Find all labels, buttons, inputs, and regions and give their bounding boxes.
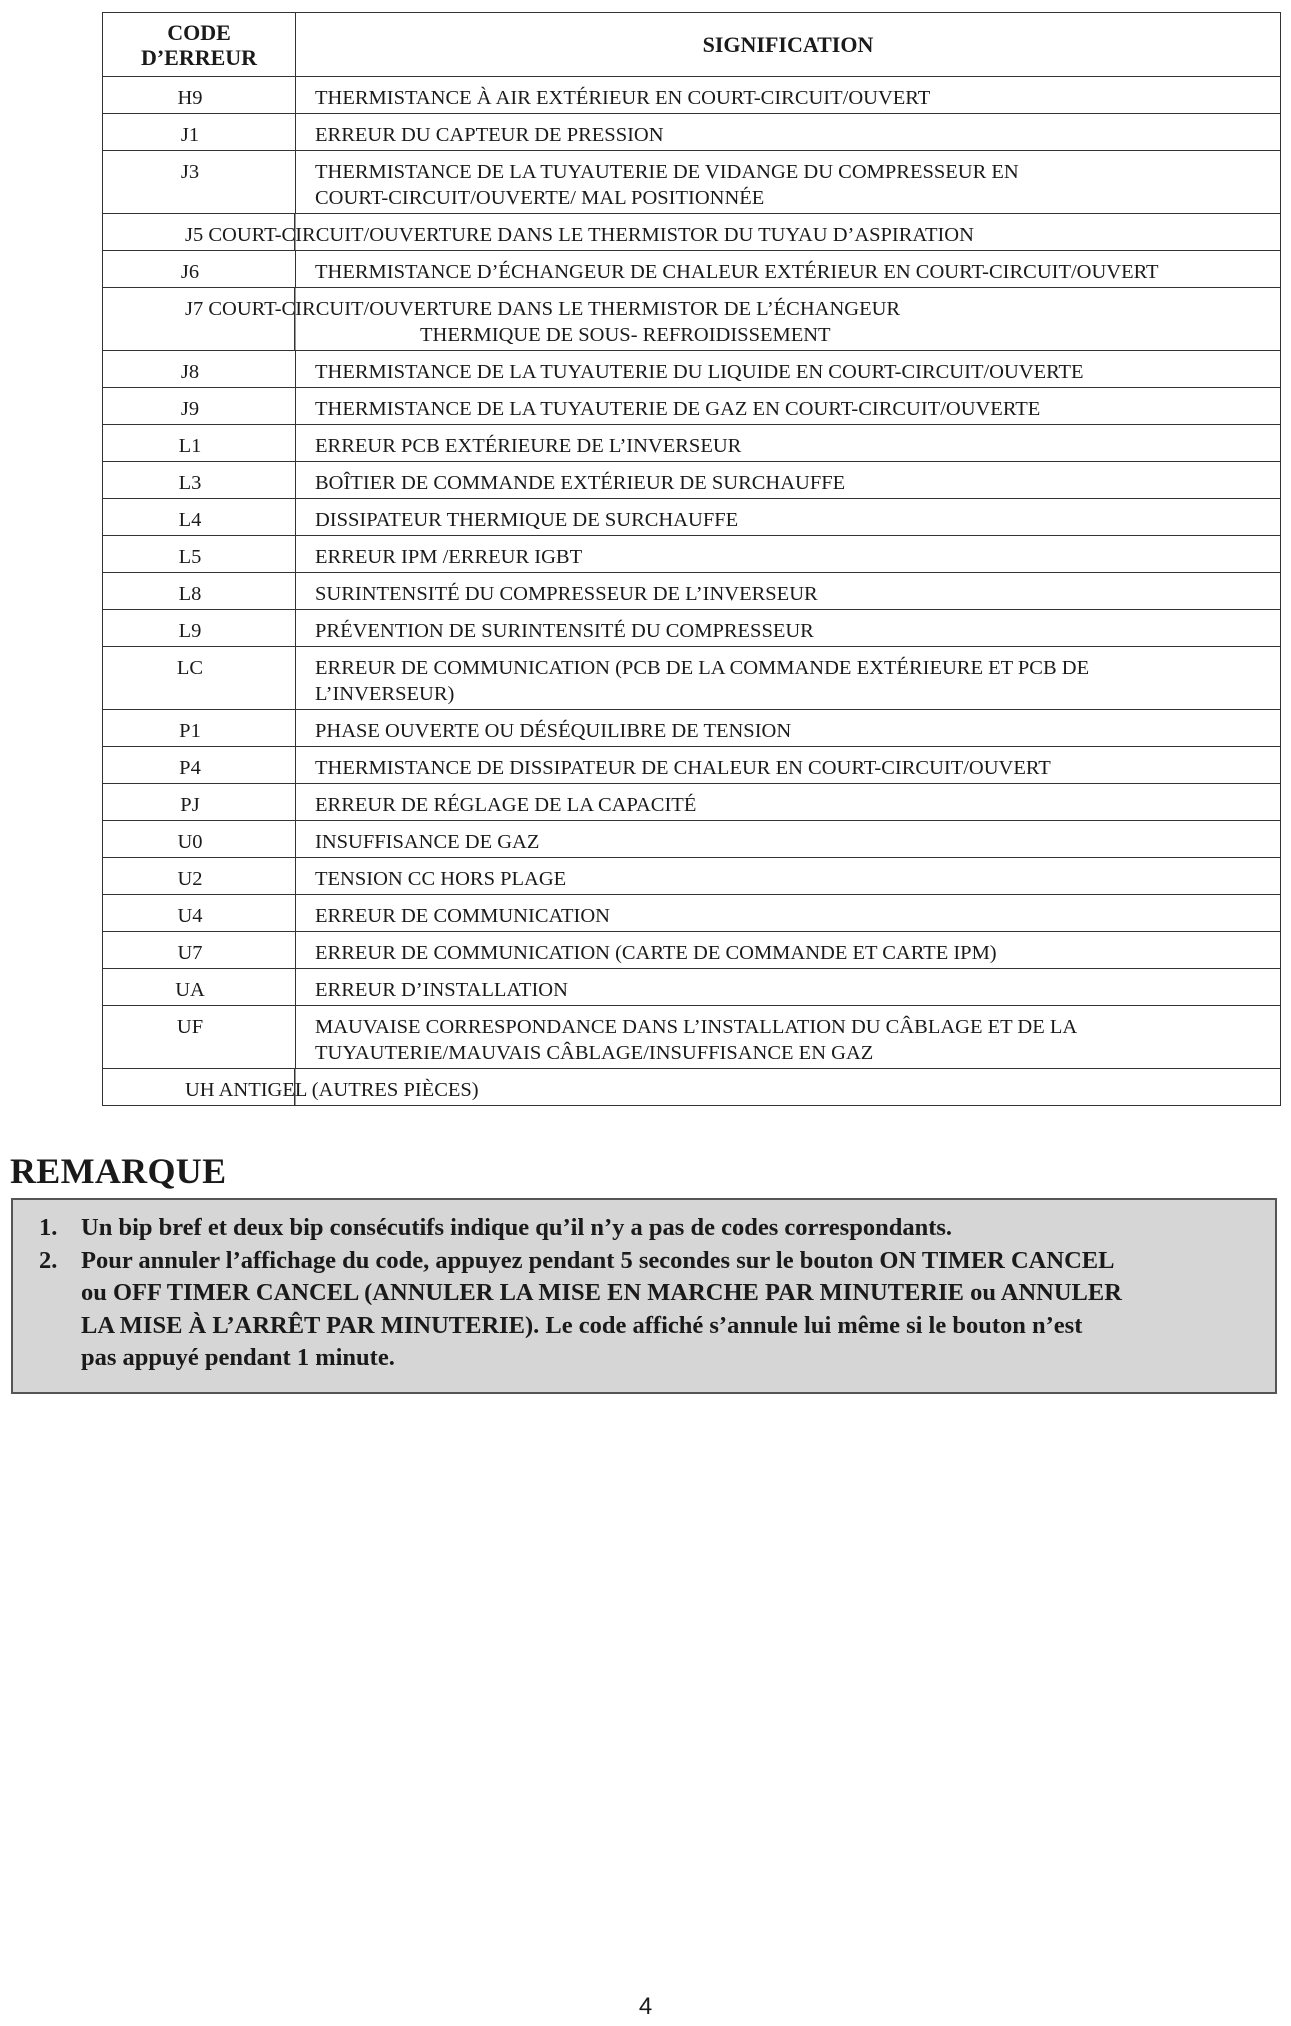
table-row-uf [103, 1006, 1281, 1069]
header-code [103, 13, 296, 77]
error-meaning: PHASE OUVERTE OU DÉSÉQUILIBRE DE TENSION [296, 710, 1281, 747]
table-row-j9 [103, 388, 1281, 425]
error-row-text [103, 288, 1281, 351]
item-number: 1. [39, 1214, 58, 1241]
item-number: 2. [39, 1246, 58, 1274]
error-code: UF [103, 1006, 296, 1069]
error-meaning: ERREUR PCB EXTÉRIEURE DE L’INVERSEUR [296, 425, 1281, 462]
row-text-continued: THERMIQUE DE SOUS- REFROIDISSEMENT [420, 324, 831, 346]
error-code: LC [103, 647, 296, 710]
error-row-text [103, 1069, 1281, 1106]
error-code: L3 [103, 462, 296, 499]
table-row-j5 [103, 214, 1281, 251]
meaning-line: L’INVERSEUR) [315, 683, 455, 705]
error-meaning: THERMISTANCE DE DISSIPATEUR DE CHALEUR EN COURT-CIRCUIT/OUVERT [296, 747, 1281, 784]
error-code: J6 [103, 251, 296, 288]
error-row-text [103, 214, 1281, 251]
table-row-j3 [103, 151, 1281, 214]
error-code: UA [103, 969, 296, 1006]
error-code: J9 [103, 388, 296, 425]
error-code: U4 [103, 895, 296, 932]
table-row-u0 [103, 821, 1281, 858]
error-meaning: TENSION CC HORS PLAGE [296, 858, 1281, 895]
error-code: PJ [103, 784, 296, 821]
table-row-j7 [103, 288, 1281, 351]
error-meaning: SURINTENSITÉ DU COMPRESSEUR DE L’INVERSEUR [296, 573, 1281, 610]
table-row-p1 [103, 710, 1281, 747]
table-row-l1 [103, 425, 1281, 462]
table-row-u4 [103, 895, 1281, 932]
table-row-p4 [103, 747, 1281, 784]
error-meaning: INSUFFISANCE DE GAZ [296, 821, 1281, 858]
table-row-lc [103, 647, 1281, 710]
error-code: L5 [103, 536, 296, 573]
table-row-l3 [103, 462, 1281, 499]
meaning-line: MAUVAISE CORRESPONDANCE DANS L’INSTALLATION DU CÂBLAGE ET DE LA [315, 1016, 1078, 1038]
error-code: U0 [103, 821, 296, 858]
table-row-ua [103, 969, 1281, 1006]
table-row-u7 [103, 932, 1281, 969]
error-meaning: THERMISTANCE D’ÉCHANGEUR DE CHALEUR EXTÉRIEUR EN COURT-CIRCUIT/OUVERT [296, 251, 1281, 288]
error-codes-table [102, 12, 1281, 1106]
meaning-line: ERREUR DE COMMUNICATION (PCB DE LA COMMANDE EXTÉRIEURE ET PCB DE [315, 657, 1090, 679]
table-header [103, 13, 1281, 77]
error-code: U2 [103, 858, 296, 895]
header-code-line2: D’ERREUR [140, 44, 258, 70]
row-text: J5 COURT-CIRCUIT/OUVERTURE DANS LE THERMISTOR DU TUYAU D’ASPIRATION [185, 224, 974, 246]
error-meaning: THERMISTANCE DE LA TUYAUTERIE DE GAZ EN COURT-CIRCUIT/OUVERTE [296, 388, 1281, 425]
table-row-uh [103, 1069, 1281, 1106]
header-code-line1: CODE [167, 19, 231, 45]
table-row-h9 [103, 77, 1281, 114]
meaning-line: THERMISTANCE DE LA TUYAUTERIE DE VIDANGE DU COMPRESSEUR EN [315, 161, 1019, 183]
error-code: L9 [103, 610, 296, 647]
item-text-line: ou OFF TIMER CANCEL (ANNULER LA MISE EN MARCHE PAR MINUTERIE ou ANNULER [81, 1279, 1122, 1306]
table-row-l4 [103, 499, 1281, 536]
table-row-l8 [103, 573, 1281, 610]
table-row-pj [103, 784, 1281, 821]
error-code: J3 [103, 151, 296, 214]
item-text-line: Pour annuler l’affichage du code, appuyez pendant 5 secondes sur le bouton ON TIMER CANCEL [81, 1246, 1115, 1274]
error-meaning: ERREUR DE RÉGLAGE DE LA CAPACITÉ [296, 784, 1281, 821]
error-code: P4 [103, 747, 296, 784]
table-row-j8 [103, 351, 1281, 388]
page-number: 4 [638, 1993, 653, 2020]
row-text: UH ANTIGEL (AUTRES PIÈCES) [185, 1079, 479, 1101]
meaning-line: TUYAUTERIE/MAUVAIS CÂBLAGE/INSUFFISANCE EN GAZ [315, 1042, 874, 1064]
error-code: H9 [103, 77, 296, 114]
error-meaning: THERMISTANCE DE LA TUYAUTERIE DU LIQUIDE EN COURT-CIRCUIT/OUVERTE [296, 351, 1281, 388]
error-code: L8 [103, 573, 296, 610]
remarque-list [31, 1212, 1263, 1375]
error-meaning: PRÉVENTION DE SURINTENSITÉ DU COMPRESSEUR [296, 610, 1281, 647]
error-meaning: THERMISTANCE À AIR EXTÉRIEUR EN COURT-CIRCUIT/OUVERT [296, 77, 1281, 114]
error-meaning: BOÎTIER DE COMMANDE EXTÉRIEUR DE SURCHAUFFE [296, 462, 1281, 499]
row-text: J7 COURT-CIRCUIT/OUVERTURE DANS LE THERMISTOR DE L’ÉCHANGEUR [185, 298, 901, 320]
item-text-line: LA MISE À L’ARRÊT PAR MINUTERIE). Le code affiché s’annule lui même si le bouton n’est [81, 1311, 1083, 1339]
table-row-l5 [103, 536, 1281, 573]
error-meaning [296, 1006, 1281, 1069]
error-code: L1 [103, 425, 296, 462]
table-row-j1 [103, 114, 1281, 151]
error-code: L4 [103, 499, 296, 536]
error-meaning [296, 151, 1281, 214]
error-code: U7 [103, 932, 296, 969]
error-code: P1 [103, 710, 296, 747]
table-row-l9 [103, 610, 1281, 647]
remarque-box [11, 1198, 1277, 1394]
remarque-item [31, 1212, 1263, 1245]
table-row-u2 [103, 858, 1281, 895]
error-meaning: DISSIPATEUR THERMIQUE DE SURCHAUFFE [296, 499, 1281, 536]
error-meaning [296, 647, 1281, 710]
error-meaning: ERREUR DE COMMUNICATION (CARTE DE COMMANDE ET CARTE IPM) [296, 932, 1281, 969]
error-meaning: ERREUR D’INSTALLATION [296, 969, 1281, 1006]
item-text-line: pas appuyé pendant 1 minute. [81, 1344, 395, 1371]
error-meaning: ERREUR IPM /ERREUR IGBT [296, 536, 1281, 573]
table-row-j6 [103, 251, 1281, 288]
meaning-line: COURT-CIRCUIT/OUVERTE/ MAL POSITIONNÉE [315, 187, 765, 209]
item-text: Un bip bref et deux bip consécutifs indique qu’il n’y a pas de codes correspondants. [81, 1214, 953, 1241]
error-meaning: ERREUR DU CAPTEUR DE PRESSION [296, 114, 1281, 151]
error-code: J8 [103, 351, 296, 388]
error-code: J1 [103, 114, 296, 151]
remarque-item [31, 1245, 1263, 1375]
error-meaning: ERREUR DE COMMUNICATION [296, 895, 1281, 932]
header-meaning: SIGNIFICATION [296, 13, 1281, 77]
remarque-title: REMARQUE [10, 1151, 227, 1191]
